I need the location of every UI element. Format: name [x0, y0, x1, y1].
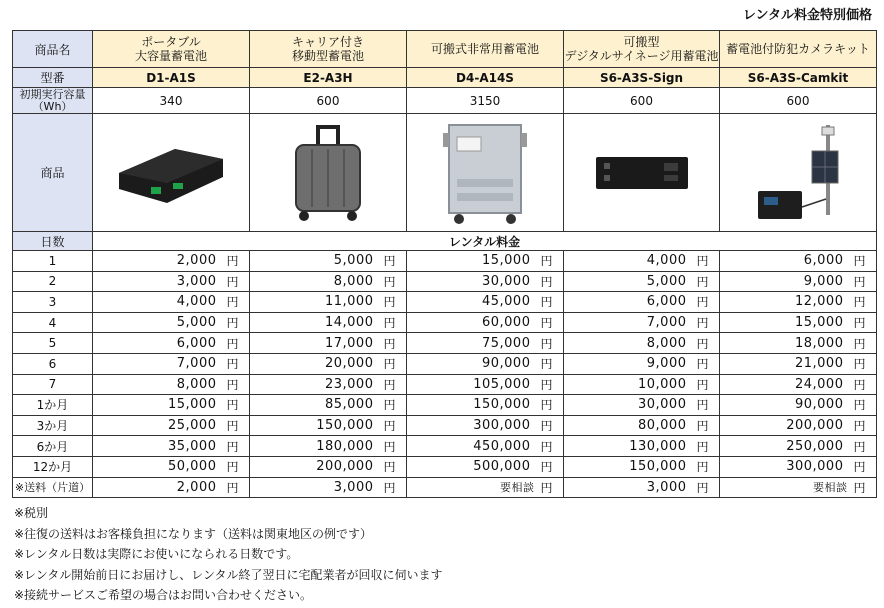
product-name-4 — [564, 31, 720, 68]
header-capacity-text: 初期実行容量（Wh） — [19, 87, 86, 113]
price-cell — [250, 292, 407, 313]
flat-battery-icon — [93, 137, 249, 209]
price-cell — [564, 374, 720, 395]
yen-unit: 円 — [696, 295, 709, 310]
price-amount: 85,000 — [324, 397, 374, 413]
price-cell — [250, 312, 407, 333]
price-cell — [407, 271, 564, 292]
yen-unit: 円 — [853, 460, 866, 475]
price-cell — [250, 271, 407, 292]
product-name-5 — [720, 31, 877, 68]
note-line: ※税別 — [14, 506, 49, 520]
price-amount: 11,000 — [324, 294, 374, 310]
price-amount: 4,000 — [176, 294, 217, 310]
product-name-line2: 可搬式非常用蓄電池 — [430, 42, 539, 56]
price-cell — [720, 251, 877, 272]
row-label: 3か月 — [13, 415, 93, 436]
yen-unit: 円 — [540, 398, 553, 413]
yen-unit: 円 — [696, 274, 709, 289]
price-cell — [93, 292, 250, 313]
price-cell — [720, 395, 877, 416]
row-label: 6 — [13, 353, 93, 374]
product-name-3 — [407, 31, 564, 68]
price-cell — [407, 251, 564, 272]
page-title: レンタル料金特別価格 — [742, 8, 872, 23]
yen-unit: 円 — [696, 377, 709, 392]
table-row — [13, 271, 877, 292]
yen-unit: 円 — [383, 357, 396, 372]
price-cell — [407, 333, 564, 354]
row-label: 3 — [13, 292, 93, 313]
price-cell — [407, 456, 564, 477]
price-amount: 150,000 — [473, 397, 531, 413]
price-cell — [564, 456, 720, 477]
yen-unit: 円 — [853, 357, 866, 372]
price-cell — [407, 374, 564, 395]
product-image-1 — [93, 114, 250, 232]
note-line: ※接続サービスご希望の場合はお問い合わせください。 — [14, 588, 313, 602]
header-capacity — [13, 88, 93, 114]
yen-unit: 円 — [383, 398, 396, 413]
yen-unit: 円 — [383, 295, 396, 310]
price-amount: 4,000 — [646, 253, 687, 269]
yen-unit: 円 — [226, 357, 239, 372]
yen-unit: 円 — [853, 316, 866, 331]
yen-unit: 円 — [540, 254, 553, 269]
table-row — [13, 395, 877, 416]
yen-unit: 円 — [540, 439, 553, 454]
header-rental-fee: レンタル料金 — [93, 232, 877, 251]
product-model-5: S6-A3S-Camkit — [720, 68, 877, 88]
yen-unit: 円 — [853, 295, 866, 310]
price-cell — [564, 271, 720, 292]
yen-unit: 円 — [696, 480, 709, 495]
yen-unit: 円 — [853, 398, 866, 413]
yen-unit: 円 — [383, 336, 396, 351]
yen-unit: 円 — [383, 377, 396, 392]
price-cell — [407, 395, 564, 416]
price-cell — [250, 456, 407, 477]
price-amount: 150,000 — [316, 418, 374, 434]
price-cell — [564, 477, 720, 498]
price-amount: 14,000 — [324, 315, 374, 331]
price-amount: 45,000 — [481, 294, 531, 310]
row-label: 2 — [13, 271, 93, 292]
price-cell — [93, 312, 250, 333]
price-amount: 30,000 — [481, 273, 531, 289]
price-cell — [250, 436, 407, 457]
yen-unit: 円 — [226, 316, 239, 331]
yen-unit: 円 — [540, 377, 553, 392]
product-model-1: D1-A1S — [93, 68, 250, 88]
yen-unit: 円 — [383, 460, 396, 475]
price-cell — [93, 456, 250, 477]
price-amount: 25,000 — [167, 418, 217, 434]
yen-unit: 円 — [226, 439, 239, 454]
price-amount: 23,000 — [324, 376, 374, 392]
price-amount: 450,000 — [473, 438, 531, 454]
price-cell — [407, 415, 564, 436]
table-row — [13, 312, 877, 333]
price-cell — [720, 353, 877, 374]
price-cell — [564, 312, 720, 333]
product-capacity-1: 340 — [93, 88, 250, 114]
note-line: ※レンタル日数は実際にお使いになられる日数です。 — [14, 547, 299, 561]
yen-unit: 円 — [853, 480, 866, 495]
price-cell — [720, 456, 877, 477]
price-amount: 24,000 — [794, 376, 844, 392]
yen-unit: 円 — [226, 377, 239, 392]
price-amount: 5,000 — [646, 273, 687, 289]
product-name-line2: デジタルサイネージ用蓄電池 — [564, 49, 719, 63]
product-capacity-3: 3150 — [407, 88, 564, 114]
price-cell — [720, 312, 877, 333]
price-amount: 180,000 — [316, 438, 374, 454]
yen-unit: 円 — [853, 336, 866, 351]
price-amount: 105,000 — [473, 376, 531, 392]
price-cell — [564, 436, 720, 457]
price-amount: 18,000 — [794, 335, 844, 351]
row-label: 6か月 — [13, 436, 93, 457]
price-amount: 21,000 — [794, 356, 844, 372]
yen-unit: 円 — [696, 439, 709, 454]
product-capacity-5: 600 — [720, 88, 877, 114]
price-cell — [93, 395, 250, 416]
price-amount: 要相談 — [812, 481, 848, 495]
yen-unit: 円 — [383, 274, 396, 289]
product-name-line2: 蓄電池付防犯カメラキット — [726, 42, 870, 56]
product-model-2: E2-A3H — [250, 68, 407, 88]
price-amount: 8,000 — [333, 273, 374, 289]
product-name-line2: 移動型蓄電池 — [291, 49, 364, 63]
price-amount: 30,000 — [637, 397, 687, 413]
yen-unit: 円 — [383, 480, 396, 495]
table-row — [13, 251, 877, 272]
price-amount: 2,000 — [176, 479, 217, 495]
yen-unit: 円 — [226, 336, 239, 351]
row-label: 7 — [13, 374, 93, 395]
price-cell — [564, 292, 720, 313]
product-name-2 — [250, 31, 407, 68]
row-label: 1 — [13, 251, 93, 272]
price-cell — [93, 333, 250, 354]
row-label: 4 — [13, 312, 93, 333]
price-amount: 5,000 — [176, 315, 217, 331]
price-amount: 300,000 — [473, 418, 531, 434]
yen-unit: 円 — [226, 295, 239, 310]
price-amount: 9,000 — [803, 273, 844, 289]
yen-unit: 円 — [696, 460, 709, 475]
price-amount: 6,000 — [803, 253, 844, 269]
header-image: 商品 — [13, 114, 93, 232]
price-amount: 200,000 — [316, 459, 374, 475]
row-label: 1か月 — [13, 395, 93, 416]
price-amount: 3,000 — [646, 479, 687, 495]
yen-unit: 円 — [696, 398, 709, 413]
product-image-4 — [564, 114, 720, 232]
product-image-5 — [720, 114, 877, 232]
yen-unit: 円 — [383, 316, 396, 331]
yen-unit: 円 — [696, 357, 709, 372]
yen-unit: 円 — [226, 274, 239, 289]
price-cell — [407, 312, 564, 333]
price-amount: 7,000 — [176, 356, 217, 372]
yen-unit: 円 — [853, 419, 866, 434]
yen-unit: 円 — [383, 419, 396, 434]
price-amount: 150,000 — [629, 459, 687, 475]
notes — [14, 503, 443, 606]
price-cell — [250, 353, 407, 374]
price-amount: 500,000 — [473, 459, 531, 475]
price-cell — [720, 436, 877, 457]
yen-unit: 円 — [383, 439, 396, 454]
row-label: ※送料（片道） — [13, 477, 93, 498]
price-amount: 3,000 — [176, 273, 217, 289]
price-cell — [250, 374, 407, 395]
price-amount: 35,000 — [167, 438, 217, 454]
price-amount: 5,000 — [333, 253, 374, 269]
price-amount: 15,000 — [167, 397, 217, 413]
yen-unit: 円 — [853, 254, 866, 269]
price-amount: 15,000 — [481, 253, 531, 269]
yen-unit: 円 — [540, 316, 553, 331]
table-row — [13, 436, 877, 457]
product-name-line1: 可搬型 — [623, 35, 660, 49]
price-cell — [250, 415, 407, 436]
product-model-3: D4-A14S — [407, 68, 564, 88]
price-cell — [564, 251, 720, 272]
yen-unit: 円 — [226, 419, 239, 434]
table-row — [13, 333, 877, 354]
price-cell — [250, 333, 407, 354]
yen-unit: 円 — [853, 274, 866, 289]
price-cell — [250, 395, 407, 416]
product-image-3 — [407, 114, 564, 232]
price-cell — [93, 436, 250, 457]
price-amount: 6,000 — [646, 294, 687, 310]
price-amount: 20,000 — [324, 356, 374, 372]
price-cell — [93, 374, 250, 395]
table-row — [13, 374, 877, 395]
price-amount: 50,000 — [167, 459, 217, 475]
note-line: ※往復の送料はお客様負担になります（送料は関東地区の例です） — [14, 526, 373, 541]
price-cell — [93, 353, 250, 374]
price-amount: 250,000 — [786, 438, 844, 454]
yen-unit: 円 — [226, 460, 239, 475]
price-amount: 90,000 — [481, 356, 531, 372]
price-amount: 15,000 — [794, 315, 844, 331]
product-name-line2: 大容量蓄電池 — [134, 49, 207, 63]
yen-unit: 円 — [383, 254, 396, 269]
price-amount: 75,000 — [481, 335, 531, 351]
yen-unit: 円 — [696, 254, 709, 269]
product-image-2 — [250, 114, 407, 232]
yen-unit: 円 — [540, 419, 553, 434]
yen-unit: 円 — [696, 336, 709, 351]
yen-unit: 円 — [540, 460, 553, 475]
price-cell — [93, 271, 250, 292]
header-days: 日数 — [13, 232, 93, 251]
yen-unit: 円 — [853, 439, 866, 454]
price-amount: 8,000 — [176, 376, 217, 392]
table-row — [13, 353, 877, 374]
price-amount: 80,000 — [637, 418, 687, 434]
yen-unit: 円 — [226, 480, 239, 495]
table-row — [13, 292, 877, 313]
price-cell — [564, 395, 720, 416]
price-cell — [93, 477, 250, 498]
product-model-4: S6-A3S-Sign — [564, 68, 720, 88]
price-amount: 12,000 — [794, 294, 844, 310]
price-amount: 要相談 — [499, 481, 535, 495]
price-amount: 2,000 — [176, 253, 217, 269]
price-cell — [720, 333, 877, 354]
price-cell — [720, 477, 877, 498]
price-cell — [407, 436, 564, 457]
price-cell — [407, 353, 564, 374]
price-cell — [407, 477, 564, 498]
price-cell — [250, 477, 407, 498]
header-product-name: 商品名 — [13, 31, 93, 68]
price-cell — [720, 292, 877, 313]
price-cell — [93, 415, 250, 436]
product-name-1 — [93, 31, 250, 68]
row-label: 12か月 — [13, 456, 93, 477]
price-cell — [407, 292, 564, 313]
price-amount: 300,000 — [786, 459, 844, 475]
price-cell — [93, 251, 250, 272]
yen-unit: 円 — [540, 336, 553, 351]
price-cell — [564, 333, 720, 354]
shipping-row — [13, 477, 877, 498]
yen-unit: 円 — [540, 295, 553, 310]
yen-unit: 円 — [226, 254, 239, 269]
price-cell — [720, 374, 877, 395]
price-amount: 9,000 — [646, 356, 687, 372]
price-amount: 3,000 — [333, 479, 374, 495]
camera-kit-icon — [720, 119, 876, 227]
price-amount: 60,000 — [481, 315, 531, 331]
cabinet-battery-icon — [407, 119, 563, 227]
price-cell — [564, 353, 720, 374]
price-amount: 90,000 — [794, 397, 844, 413]
rack-battery-icon — [564, 153, 719, 193]
yen-unit: 円 — [696, 316, 709, 331]
price-amount: 7,000 — [646, 315, 687, 331]
yen-unit: 円 — [540, 274, 553, 289]
yen-unit: 円 — [540, 357, 553, 372]
price-amount: 8,000 — [646, 335, 687, 351]
price-amount: 6,000 — [176, 335, 217, 351]
price-amount: 200,000 — [786, 418, 844, 434]
yen-unit: 円 — [540, 480, 553, 495]
yen-unit: 円 — [853, 377, 866, 392]
price-cell — [564, 415, 720, 436]
table-row — [13, 456, 877, 477]
price-amount: 130,000 — [629, 438, 687, 454]
product-capacity-2: 600 — [250, 88, 407, 114]
header-model: 型番 — [13, 68, 93, 88]
rental-price-table — [12, 30, 877, 498]
price-cell — [720, 271, 877, 292]
product-name-line1: キャリア付き — [291, 35, 364, 49]
price-amount: 17,000 — [324, 335, 374, 351]
price-cell — [250, 251, 407, 272]
note-line: ※レンタル開始前日にお届けし、レンタル終了翌日に宅配業者が回収に伺います — [14, 567, 443, 582]
price-amount: 10,000 — [637, 376, 687, 392]
price-cell — [720, 415, 877, 436]
product-name-line1: ポータブル — [141, 35, 201, 49]
yen-unit: 円 — [696, 419, 709, 434]
yen-unit: 円 — [226, 398, 239, 413]
table-row — [13, 415, 877, 436]
product-capacity-4: 600 — [564, 88, 720, 114]
suitcase-battery-icon — [250, 123, 406, 223]
row-label: 5 — [13, 333, 93, 354]
